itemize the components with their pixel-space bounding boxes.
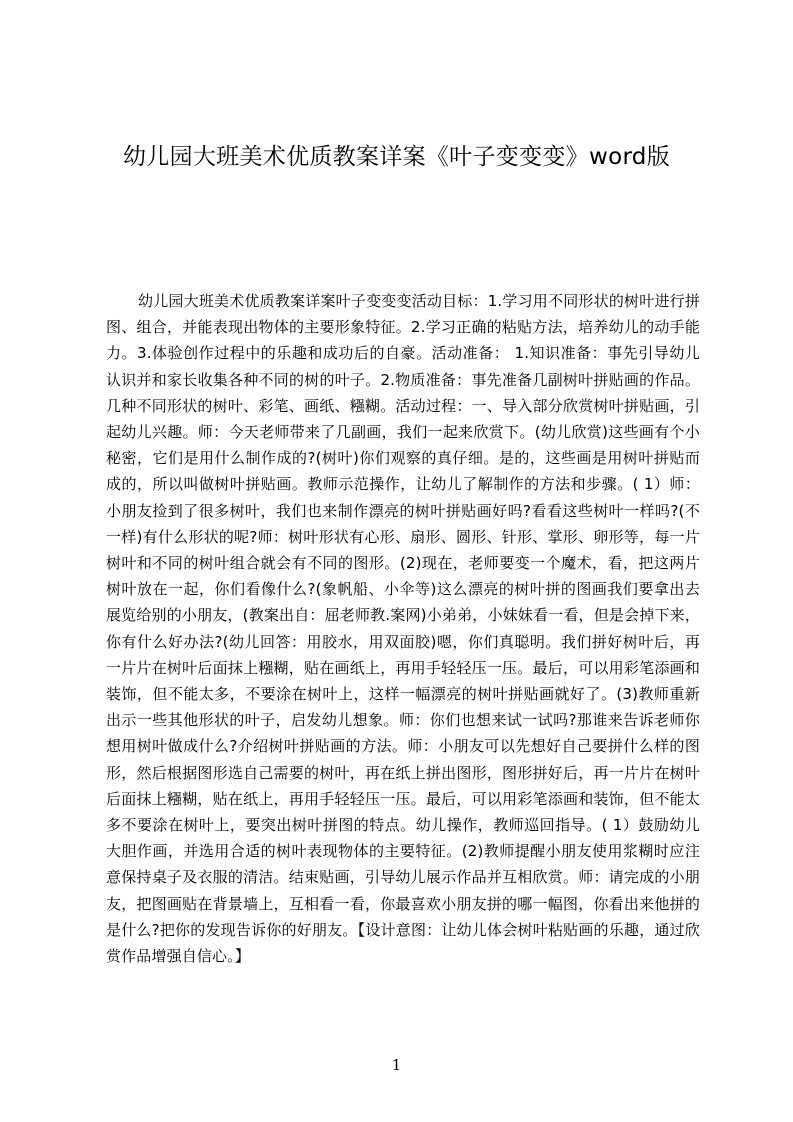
page-number: 1 [391, 1056, 402, 1074]
document-body-paragraph: 幼儿园大班美术优质教案详案叶子变变变活动目标：1.学习用不同形状的树叶进行拼图、组合，并能表现出物体的主要形象特征。2.学习正确的粘贴方法，培养幼儿的动手能力。3.体验创作过程中的乐趣和成功后的自豪。活动准备： 1.知识准备：事先引导幼儿认识并和家长收集各种不同的树的叶子。2.物质准备：事先准备几副树叶拼贴画的作品。几种不同形状的树叶、彩笔、画纸、糨糊。活动过程：一、导入部分欣赏树叶拼贴画，引起幼儿兴趣。师：今天老师带来了几副画，我们一起来欣赏下。(幼儿欣赏)这些画有个小秘密，它们是用什么制作成的?(树叶)你们观察的真仔细。是的，这些画是用树叶拼贴而成的，所以叫做树叶拼贴画。教师示范操作，让幼儿了解制作的方法和步骤。( 1）师：小朋友捡到了很多树叶，我们也来制作漂亮的树叶拼贴画好吗?看看这些树叶一样吗?(不一样)有什么形状的呢?师：树叶形状有心形、扇形、圆形、针形、掌形、卵形等，每一片树叶和不同的树叶组合就会有不同的图形。(2)现在，老师要变一个魔术，看，把这两片树叶放在一起，你们看像什么?(象帆船、小伞等)这么漂亮的树叶拼的图画我们要拿出去展览给别的小朋友，(教案出自：屈老师教.案网)小弟弟，小妹妹看一看，但是会掉下来，你有什么好办法?(幼儿回答：用胶水，用双面胶)嗯，你们真聪明。我们拼好树叶后，再一片片在树叶后面抹上糨糊，贴在画纸上，再用手轻轻压一压。最后，可以用彩笔添画和装饰，但不能太多，不要涂在树叶上，这样一幅漂亮的树叶拼贴画就好了。(3)教师重新出示一些其他形状的叶子，启发幼儿想象。师：你们也想来试一试吗?那谁来告诉老师你想用树叶做成什么?介绍树叶拼贴画的方法。师：小朋友可以先想好自己要拼什么样的图形，然后根据图形选自己需要的树叶，再在纸上拼出图形，图形拼好后，再一片片在树叶后面抹上糨糊，贴在纸上，再用手轻轻压一压。最后，可以用彩笔添画和装饰，但不能太多不要涂在树叶上，要突出树叶拼图的特点。幼儿操作，教师巡回指导。( 1）鼓励幼儿大胆作画，并选用合适的树叶表现物体的主要特征。(2)教师提醒小朋友使用浆糊时应注意保持桌子及衣服的清洁。结束贴画，引导幼儿展示作品并互相欣赏。师：请完成的小朋友，把图画贴在背景墙上，互相看一看，你最喜欢小朋友拼的哪一幅图，你看出来他拼的是什么?把你的发现告诉你的好朋友。【设计意图：让幼儿体会树叶粘贴画的乐趣，通过欣赏作品增强自信心。】 [106, 292, 700, 966]
document-title: 幼儿园大班美术优质教案详案《叶子变变变》word版 [122, 144, 671, 170]
